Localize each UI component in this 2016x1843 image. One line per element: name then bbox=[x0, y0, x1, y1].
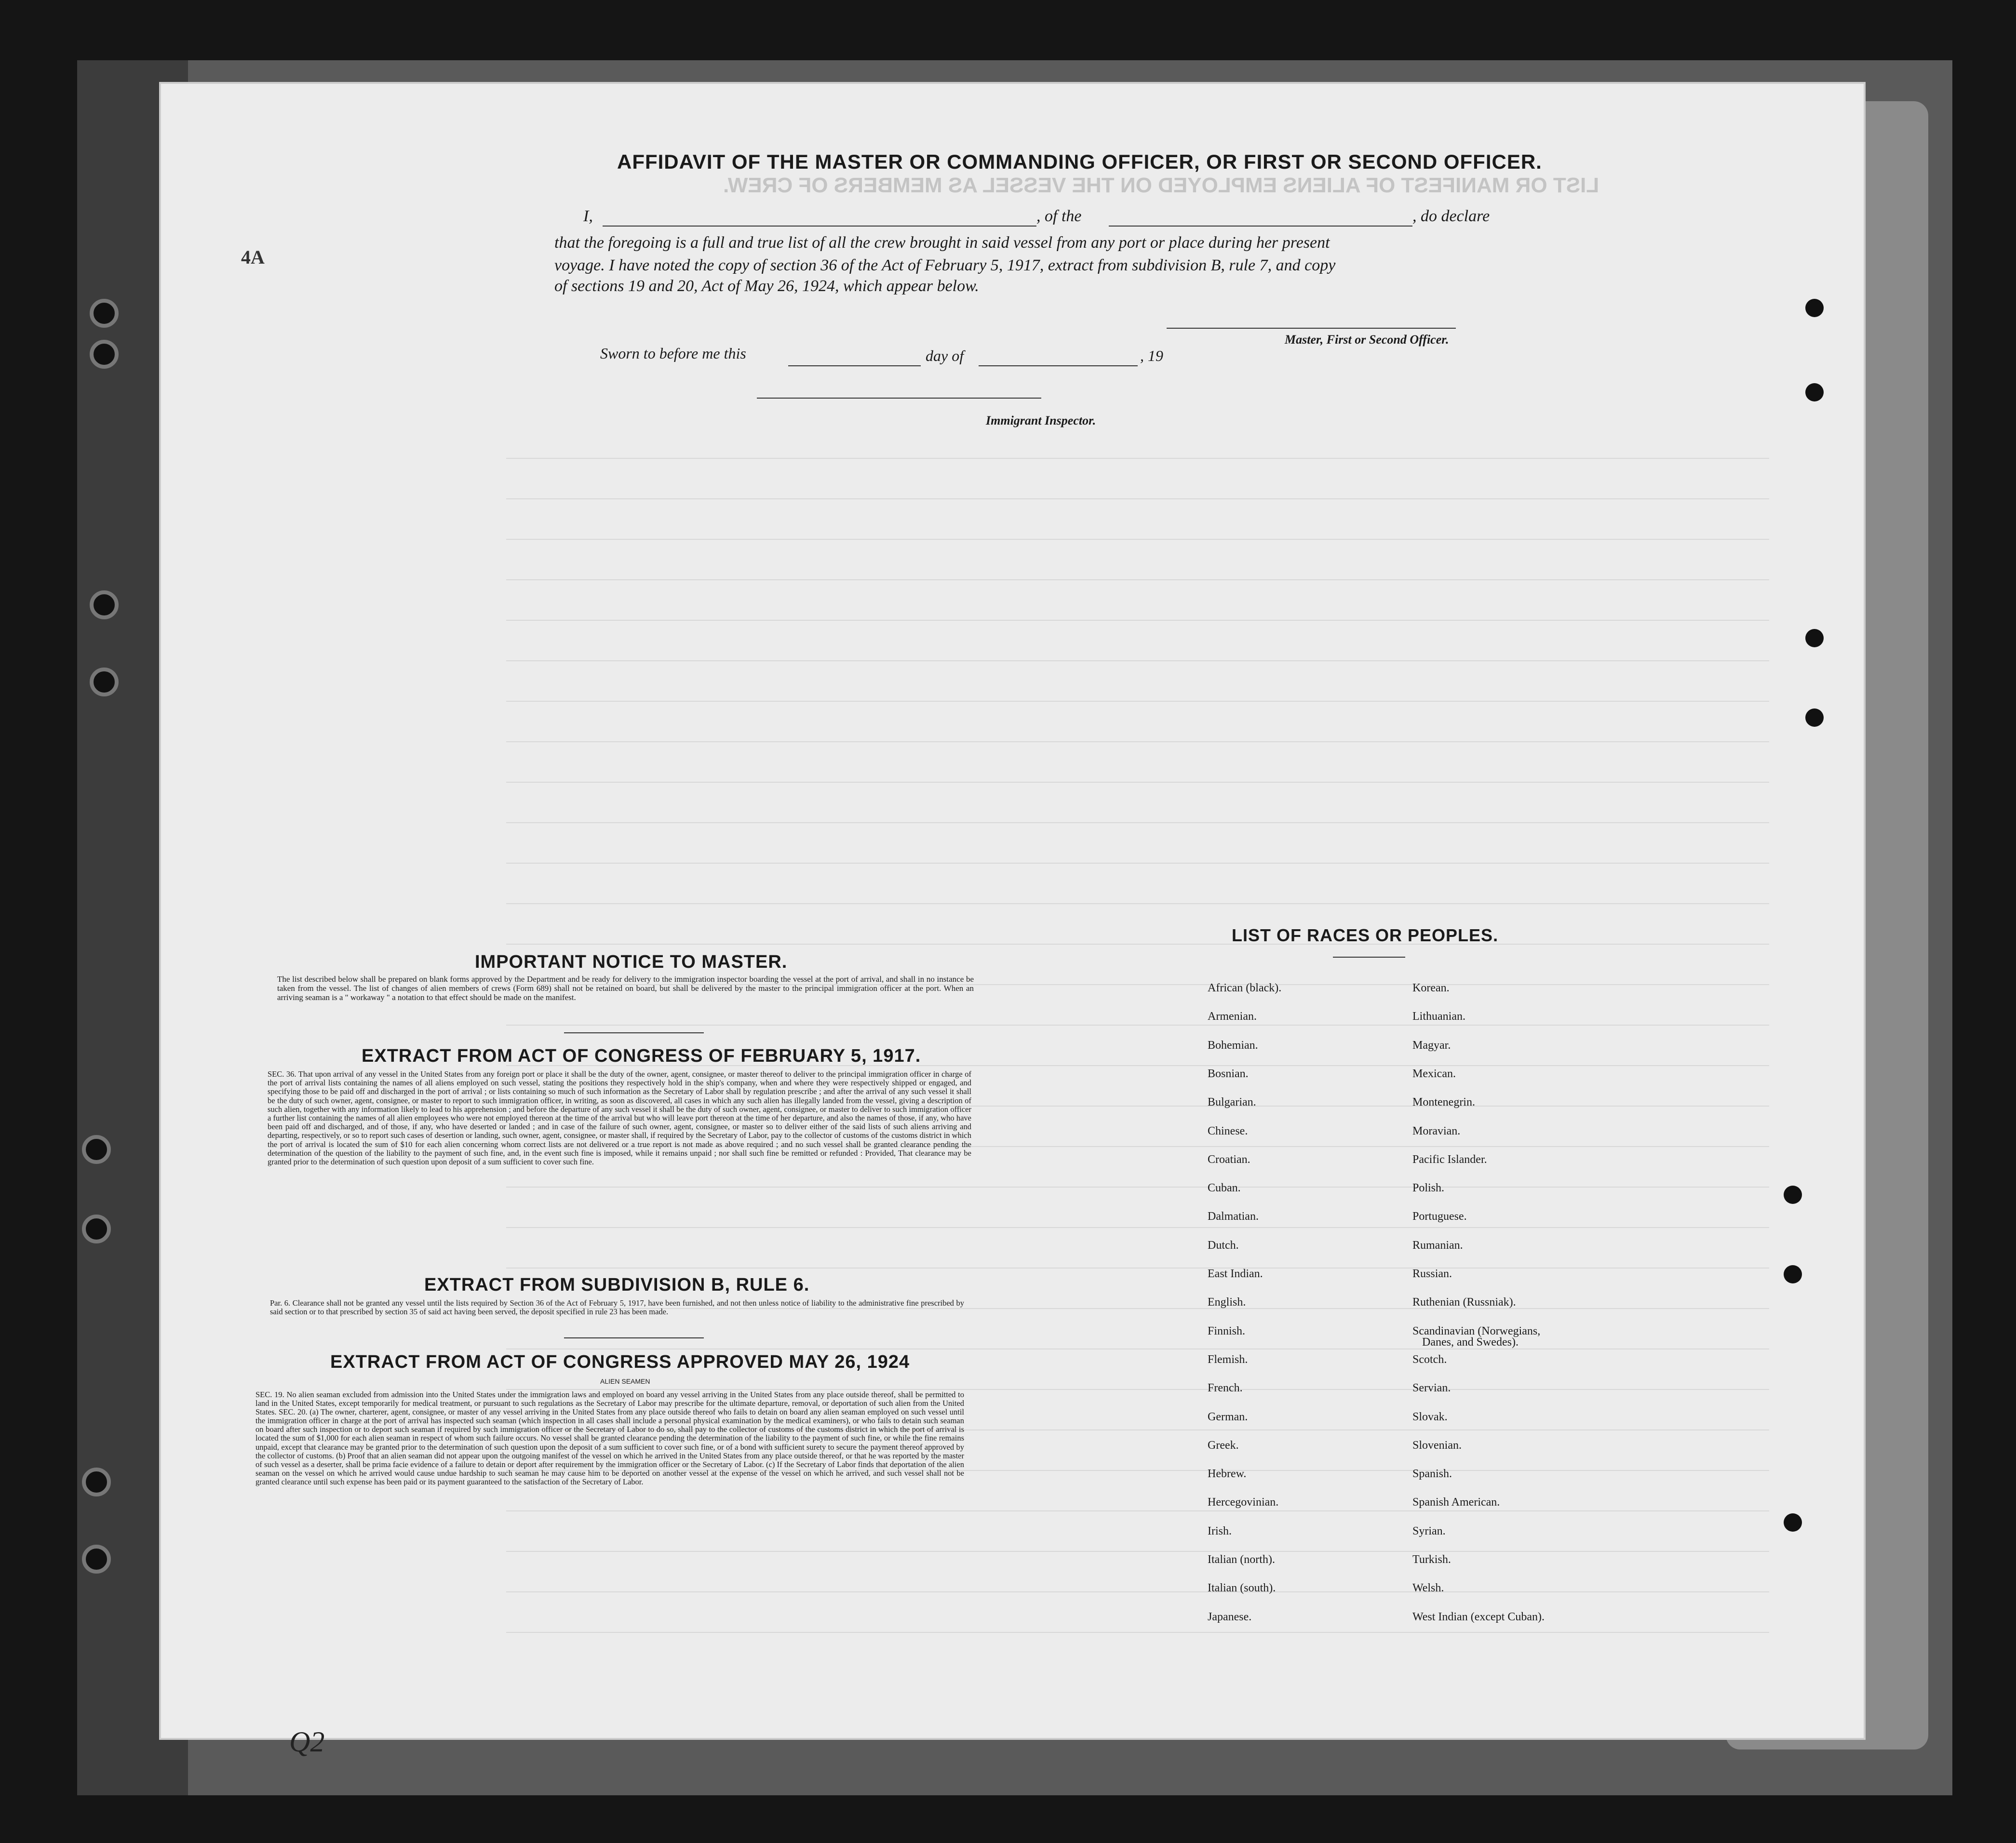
page-hole bbox=[1805, 299, 1824, 317]
race-item: Hebrew. bbox=[1208, 1468, 1247, 1480]
sworn-text: Sworn to before me this bbox=[600, 345, 746, 362]
race-item: Bulgarian. bbox=[1208, 1096, 1256, 1108]
binder-hole bbox=[90, 590, 119, 619]
sworn-day-blank bbox=[788, 365, 921, 366]
page-hole bbox=[1805, 383, 1824, 401]
page-hole bbox=[1805, 629, 1824, 647]
race-item: Dalmatian. bbox=[1208, 1210, 1259, 1223]
affidavit-i: I, bbox=[583, 207, 593, 225]
race-item: Slovenian. bbox=[1412, 1439, 1462, 1452]
page-hole bbox=[1784, 1265, 1802, 1283]
race-item: Croatian. bbox=[1208, 1153, 1250, 1166]
race-item: German. bbox=[1208, 1411, 1248, 1423]
race-item: Flemish. bbox=[1208, 1353, 1248, 1366]
bleed-through-row bbox=[506, 782, 1769, 783]
race-item: Greek. bbox=[1208, 1439, 1239, 1452]
bleed-through-row bbox=[506, 1025, 1769, 1026]
bleed-through-row bbox=[506, 1187, 1769, 1188]
affidavit-line-3: voyage. I have noted the copy of section 36 of the Act of February 5, 1917, extract from subdivision B, rule 7, and copy bbox=[554, 256, 1336, 274]
bleed-through-row bbox=[506, 539, 1769, 540]
race-item: Montenegrin. bbox=[1412, 1096, 1475, 1108]
race-item: Chinese. bbox=[1208, 1125, 1248, 1137]
bleed-through-row bbox=[506, 741, 1769, 742]
margin-note: 4A bbox=[241, 246, 265, 268]
page-hole bbox=[1784, 1186, 1802, 1204]
binder-hole bbox=[82, 1215, 111, 1243]
binder-hole bbox=[82, 1135, 111, 1164]
race-item: Moravian. bbox=[1412, 1125, 1461, 1137]
bleed-through-row bbox=[506, 1268, 1769, 1269]
race-item: French. bbox=[1208, 1382, 1243, 1394]
races-title: LIST OF RACES OR PEOPLES. bbox=[1232, 925, 1499, 945]
affidavit-title: AFFIDAVIT OF THE MASTER OR COMMANDING OFFICER, OR FIRST OR SECOND OFFICER. bbox=[617, 150, 1542, 173]
bleed-through-row bbox=[506, 1591, 1769, 1592]
affidavit-line-4: of sections 19 and 20, Act of May 26, 1924, which appear below. bbox=[554, 277, 979, 295]
inspector-label: Immigrant Inspector. bbox=[986, 414, 1096, 427]
race-item: African (black). bbox=[1208, 982, 1282, 994]
divider bbox=[564, 1032, 704, 1033]
bleed-through-row bbox=[506, 660, 1769, 661]
race-item: Magyar. bbox=[1412, 1039, 1451, 1052]
bleed-through-row bbox=[506, 863, 1769, 864]
race-item: Welsh. bbox=[1412, 1582, 1444, 1594]
name-blank bbox=[603, 226, 1036, 227]
race-item: Finnish. bbox=[1208, 1325, 1246, 1337]
page-hole bbox=[1805, 708, 1824, 727]
race-item: Mexican. bbox=[1412, 1068, 1456, 1080]
year-text: , 19 bbox=[1140, 347, 1163, 364]
bleed-through-row bbox=[506, 1551, 1769, 1552]
race-item: Portuguese. bbox=[1412, 1210, 1467, 1223]
rule-6-title: EXTRACT FROM SUBDIVISION B, RULE 6. bbox=[424, 1275, 810, 1295]
race-item: Italian (north). bbox=[1208, 1553, 1275, 1566]
race-item: Japanese. bbox=[1208, 1611, 1252, 1623]
sworn-month-blank bbox=[979, 365, 1138, 366]
race-item: Armenian. bbox=[1208, 1010, 1257, 1023]
master-signature-line bbox=[1167, 328, 1456, 329]
race-item: East Indian. bbox=[1208, 1268, 1263, 1280]
bleed-through-title: LIST OR MANIFEST OF ALIENS EMPLOYED ON THE VESSEL AS MEMBERS OF CREW. bbox=[723, 174, 1599, 197]
affidavit-of-the: , of the bbox=[1036, 207, 1082, 225]
extract-1924-body: SEC. 19. No alien seaman excluded from admission into the United States under the immigration laws and employed on board any vessel arriving in the United States from any place outside thereof, shall be permitted to land in the United States, except temporarily for medical treatment, or pursuant to such regulations as the Secretary of Labor may prescribe for the ultimate departure, removal, or deportation of such alien from the United States. SEC. 20. (a) The owner, charterer, agent, consignee, or master of any vessel arriving in the United States from any place outside thereof who fails to detain on board any alien seaman employed on such vessel until the immigration officer in charge at the port of arrival has inspected such seaman (which inspection in all cases shall include a personal physical examination by the medical examiners), or who fails to detain such seaman on board after such inspection or to deport such seaman if required by such immigration officer or the Secretary of Labor to do so, shall pay to the collector of customs of the customs district in which the port of arrival is located the sum of $1,000 for each alien seaman in respect of whom such failure occurs. No vessel shall be granted clearance pending the determination of the liability to the payment of such fine, or while the fine remains unpaid, except that clearance may be granted prior to the determination of such question upon the deposit of a sum sufficient to cover such fine, or of a bond with sufficient surety to secure the payment thereof approved by the collector of customs. (b) Proof that an alien seaman did not appear upon the outgoing manifest of the vessel on which he arrived in the United States from any place outside thereof, or that he was reported by the master of such vessel as a deserter, shall be prima facie evidence of a failure to detain or deport after requirement by the immigration officer or the Secretary of Labor. (c) If the Secretary of Labor finds that deportation of the alien seaman on the vessel on which he arrived would cause undue hardship to such seaman he may cause him to be deported on another vessel at the expense of the vessel on which he arrived, and such vessel shall not be granted clearance until such expense has been paid or its payment guaranteed to the satisfaction of the Secretary of Labor. bbox=[255, 1390, 964, 1486]
binder-hole bbox=[90, 299, 119, 328]
bleed-through-row bbox=[506, 903, 1769, 904]
race-item: Spanish. bbox=[1412, 1468, 1452, 1480]
page-hole bbox=[1784, 1513, 1802, 1532]
race-item: Turkish. bbox=[1412, 1553, 1451, 1566]
vessel-blank bbox=[1109, 226, 1412, 227]
binder-hole bbox=[82, 1545, 111, 1574]
extract-1924-title: EXTRACT FROM ACT OF CONGRESS APPROVED MAY 26, 1924 bbox=[330, 1352, 910, 1372]
rule-6-body: Par. 6. Clearance shall not be granted any vessel until the lists required by Section 36 of the Act of February 5, 1917, have been furnished, and not then unless notice of liability to the administrative fine prescribed by said section or to that prescribed by section 35 of said act having been served, the deposit specified in rule 23 has been made. bbox=[270, 1298, 964, 1316]
bleed-through-row bbox=[506, 579, 1769, 580]
extract-1917-body: SEC. 36. That upon arrival of any vessel in the United States from any foreign port or place it shall be the duty of the owner, agent, consignee, or master thereof to deliver to the principal immigration officer in charge of the port of arrival lists containing the names of all aliens employed on such vessel, stating the positions they respectively hold in the ship's company, when and where they were respectively shipped or engaged, and specifying those to be paid off and discharged in the port of arrival ; or lists containing so much of such information as the Secretary of Labor shall by regulation prescribe ; and after the arrival of any such vessel it shall be the duty of such owner, agent, consignee, or master to report to such immigration officer, in writing, as soon as discovered, all cases in which any such alien has illegally landed from the vessel, giving a description of such alien, together with any information likely to lead to his apprehension ; and before the departure of any such vessel it shall be the duty of such owner, agent, consignee, or master to deliver to such immigration officer a further list containing the names of all alien employees who were not employed thereon at the time of the arrival but who will leave port thereon at the time of her departure, and also the names of those, if any, who have been paid off and discharged, and of those, if any, who have deserted or landed ; and in case of the failure of such owner, agent, consignee, or master so to deliver either of the said lists of such aliens arriving and departing, respectively, or so to report such cases of desertion or landing, such owner, agent, consignee, or master shall, if required by the Secretary of Labor, pay to the collector of customs of the customs district in which the port of arrival is located the sum of $10 for each alien concerning whom correct lists are not delivered or a true report is not made as above required ; and no such vessel shall be granted clearance pending the determination of the question of the liability to the payment of such fine, and, in the event such fine is imposed, while it remains unpaid ; nor shall such fine be remitted or refunded : Provided, That clearance may be granted prior to the determination of such question upon deposit of a sum sufficient to cover such fine. bbox=[268, 1069, 971, 1167]
bleed-through-row bbox=[506, 458, 1769, 459]
race-item: Ruthenian (Russniak). bbox=[1412, 1296, 1516, 1309]
affidavit-declare: , do declare bbox=[1412, 207, 1490, 225]
affidavit-line-2: that the foregoing is a full and true list of all the crew brought in said vessel from any port or place during her present bbox=[554, 234, 1330, 252]
divider bbox=[1333, 957, 1405, 958]
race-item: Bohemian. bbox=[1208, 1039, 1258, 1052]
bleed-through-row bbox=[506, 620, 1769, 621]
race-item: West Indian (except Cuban). bbox=[1412, 1611, 1545, 1623]
handwritten-mark: Q2 bbox=[289, 1726, 325, 1758]
race-item: Italian (south). bbox=[1208, 1582, 1276, 1594]
race-item: Cuban. bbox=[1208, 1182, 1241, 1194]
bleed-through-row bbox=[506, 822, 1769, 823]
day-of-text: day of bbox=[926, 347, 964, 364]
master-label: Master, First or Second Officer. bbox=[1285, 333, 1449, 347]
race-item: Scotch. bbox=[1412, 1353, 1447, 1366]
race-item: Dutch. bbox=[1208, 1239, 1239, 1252]
race-item: Spanish American. bbox=[1412, 1496, 1500, 1509]
race-item: Polish. bbox=[1412, 1182, 1445, 1194]
race-item: Servian. bbox=[1412, 1382, 1451, 1394]
bleed-through-row bbox=[506, 1510, 1769, 1511]
bleed-through-row bbox=[506, 498, 1769, 499]
notice-title: IMPORTANT NOTICE TO MASTER. bbox=[475, 952, 788, 972]
race-item: Bosnian. bbox=[1208, 1068, 1249, 1080]
race-item: Irish. bbox=[1208, 1525, 1232, 1537]
race-item: English. bbox=[1208, 1296, 1246, 1309]
inspector-signature-line bbox=[757, 398, 1041, 399]
race-item: Pacific Islander. bbox=[1412, 1153, 1487, 1166]
manifest-page bbox=[159, 82, 1866, 1740]
bleed-through-row bbox=[506, 701, 1769, 702]
race-scandinavian-cont: Danes, and Swedes). bbox=[1422, 1336, 1519, 1349]
race-item: Korean. bbox=[1412, 982, 1450, 994]
binder-hole bbox=[90, 340, 119, 369]
divider bbox=[564, 1337, 704, 1338]
bleed-through-row bbox=[506, 1227, 1769, 1228]
alien-seamen-subtitle: ALIEN SEAMEN bbox=[600, 1377, 650, 1385]
race-item: Hercegovinian. bbox=[1208, 1496, 1279, 1509]
race-item: Rumanian. bbox=[1412, 1239, 1463, 1252]
race-item: Russian. bbox=[1412, 1268, 1452, 1280]
binder-hole bbox=[82, 1468, 111, 1496]
extract-1917-title: EXTRACT FROM ACT OF CONGRESS OF FEBRUARY 5, 1917. bbox=[362, 1046, 921, 1066]
notice-body: The list described below shall be prepared on blank forms approved by the Department and be ready for delivery to the immigration inspector boarding the vessel at the port of arrival, and shall in no instance be taken from the vessel. The list of changes of alien members of crews (Form 689) shall not be retained on board, but shall be delivered by the master to the principal immigration officer at the port. When an arriving seaman is a " workaway " a notation to that effect should be made on the manifest. bbox=[277, 975, 974, 1002]
race-item: Lithuanian. bbox=[1412, 1010, 1465, 1023]
race-item: Scandinavian (Norwegians, bbox=[1412, 1325, 1541, 1337]
binder-hole bbox=[90, 668, 119, 696]
bleed-through-row bbox=[506, 1632, 1769, 1633]
bleed-through-row bbox=[506, 944, 1769, 945]
race-item: Syrian. bbox=[1412, 1525, 1446, 1537]
race-item: Slovak. bbox=[1412, 1411, 1448, 1423]
